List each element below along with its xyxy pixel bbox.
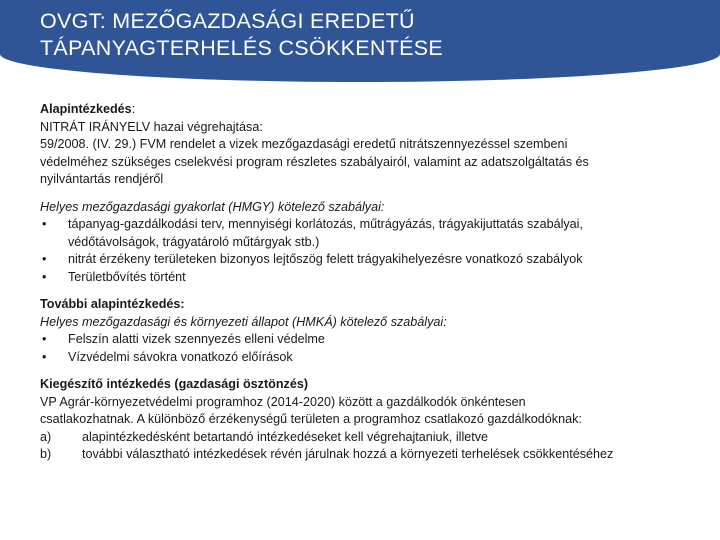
section-4-heading: Kiegészítő intézkedés (gazdasági ösztönzés)	[40, 377, 309, 391]
section-1-line-1: NITRÁT IRÁNYELV hazai végrehajtása:	[40, 119, 263, 134]
bullet-icon: •	[42, 349, 47, 364]
bullet-icon: •	[42, 332, 47, 346]
list-item-text: alapintézkedésként betartandó intézkedéseket kell végrehajtaniuk, illetve	[82, 429, 489, 444]
list-item	[40, 446, 690, 464]
section-3-subheading: Helyes mezőgazdasági és környezeti állapot (HMKÁ) kötelező szabályai:	[40, 314, 447, 329]
section-1-line-3: védelméhez szükséges cselekvési program részletes szabályairól, valamint az adatszolgáltatás és	[40, 154, 589, 169]
list-item	[40, 251, 690, 269]
bullet-icon: •	[42, 252, 47, 266]
list-item-label: b)	[40, 447, 52, 461]
list-item-text: további választható intézkedések révén járulnak hozzá a környezeti terhelések csökkentéséhez	[82, 447, 614, 461]
list-item-text: védőtávolságok, trágyatároló műtárgyak stb.)	[68, 234, 320, 249]
section-3-heading: További alapintézkedés:	[40, 297, 185, 311]
list-item-text: Vízvédelmi sávokra vonatkozó előírások	[68, 349, 293, 364]
slide-title	[40, 8, 443, 62]
section-1-line-4: nyilvántartás rendjéről	[40, 172, 164, 186]
slide-body	[40, 101, 690, 464]
list-item-text: tápanyag-gazdálkodási terv, mennyiségi korlátozás, műtrágyázás, trágyakijuttatás szabályai,	[68, 217, 583, 231]
bullet-icon: •	[42, 269, 47, 284]
list-item	[40, 429, 690, 447]
list-item-label: a)	[40, 429, 52, 444]
list-item-text: nitrát érzékeny területeken bizonyos lejtőszög felett trágyakihelyezésre vonatkozó szabályok	[68, 252, 583, 266]
section-1-line-2: 59/2008. (IV. 29.) FVM rendelet a vizek mezőgazdasági eredetű nitrátszennyezéssel szembeni	[40, 137, 568, 151]
section-1-heading-text: Alapintézkedés	[40, 102, 132, 116]
slide-title-line-1: OVGT: MEZŐGAZDASÁGI EREDETŰ	[40, 9, 415, 33]
section-1-heading	[40, 101, 690, 119]
section-1-heading-colon: :	[131, 102, 136, 116]
section-4-line-1: VP Agrár-környezetvédelmi programhoz (2014-2020) között a gazdálkodók önkéntesen	[40, 394, 526, 409]
list-item	[40, 269, 690, 287]
section-2-heading: Helyes mezőgazdasági gyakorlat (HMGY) kötelező szabályai:	[40, 199, 385, 214]
list-item-text: Területbővítés történt	[68, 269, 186, 284]
slide-title-line-2: TÁPANYAGTERHELÉS CSÖKKENTÉSE	[40, 36, 444, 60]
bullet-icon: •	[42, 217, 47, 231]
title-banner	[0, 0, 720, 82]
list-item	[40, 216, 690, 251]
list-item-text: Felszín alatti vizek szennyezés elleni védelme	[68, 332, 325, 346]
list-item	[40, 331, 690, 349]
section-4-line-2: csatlakozhatnak. A különböző érzékenységű területen a programhoz csatlakozó gazdálkodóknak:	[40, 412, 582, 426]
list-item	[40, 349, 690, 367]
